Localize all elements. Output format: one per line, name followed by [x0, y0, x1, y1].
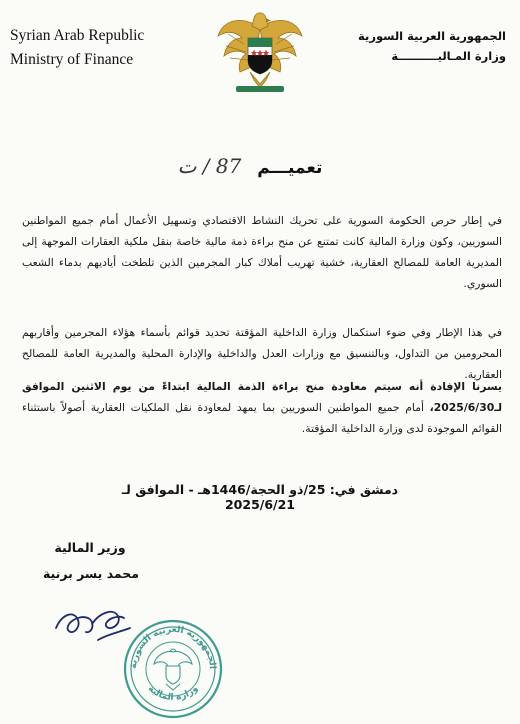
body-paragraph-3 [22, 376, 502, 439]
ministry-seal-stamp-icon [118, 614, 228, 724]
letterhead-ministry-en: Ministry of Finance [10, 51, 134, 68]
body-paragraph-3-rest: أمام جميع المواطنين السوريين بما يمهد لمعاودة نقل الملكيات العقارية أصولاً باستثناء القوائم الموجودة لدى وزارة الداخلية المؤقتة. [22, 401, 502, 435]
letterhead-country-ar: الجمهورية العربية السورية [358, 29, 506, 43]
circular-number: 87 / ت [177, 154, 242, 178]
body-paragraph-1: في إطار حرص الحكومة السورية على تحريك النشاط الاقتصادي وتسهيل الأعمال أمام جميع المواطنين السوريين، وكون وزارة المالية كانت تمتنع عن منح براءة ذمة مالية خاصة بنقل ملكية العقارات الموجهة إلى المديرية العامة للمصالح العقارية، خشية تهريب أملاك كبار المجرمين الذين تلطخت أياديهم بدماء الشعب السوري. [22, 214, 502, 290]
letterhead-english [10, 24, 170, 72]
seal-text-top: الجمهورية العربية السورية [128, 624, 218, 670]
syrian-eagle-emblem-icon [214, 8, 306, 94]
circular-heading [150, 154, 350, 186]
letterhead-ministry-ar: وزارة المـاليــــــــــة [391, 49, 506, 63]
signatory-title: وزير المالية [54, 540, 126, 555]
svg-text:وزارة المالية [146, 684, 200, 703]
circular-word: تعميـــم [257, 158, 323, 178]
body-paragraph-2: في هذا الإطار وفي ضوء استكمال وزارة الداخلية المؤقتة تحديد قوائم بأسماء هؤلاء المجرمين وأقاربهم المحرومين من التداول، وبالتنسيق مع وزارات العدل والداخلية والإدارة المحلية والمديرية العامة للمصالح العقارية. [22, 326, 502, 381]
letterhead-arabic [356, 26, 506, 66]
seal-text-bottom: وزارة المالية [145, 683, 201, 703]
signatory-name: محمد يسر برنية [42, 566, 140, 581]
letterhead-country-en: Syrian Arab Republic [10, 27, 145, 44]
body-paragraph-3-bold: يسرنا الإفادة أنه سيتم معاودة منح براءة الذمة المالية ابتداءً من يوم الاثنين الموافق لـ2025/6/30، [22, 380, 502, 414]
date-line: دمشق في: 25/ذو الحجة/1446هـ - الموافق لـ 2025/6/21 [121, 482, 399, 512]
